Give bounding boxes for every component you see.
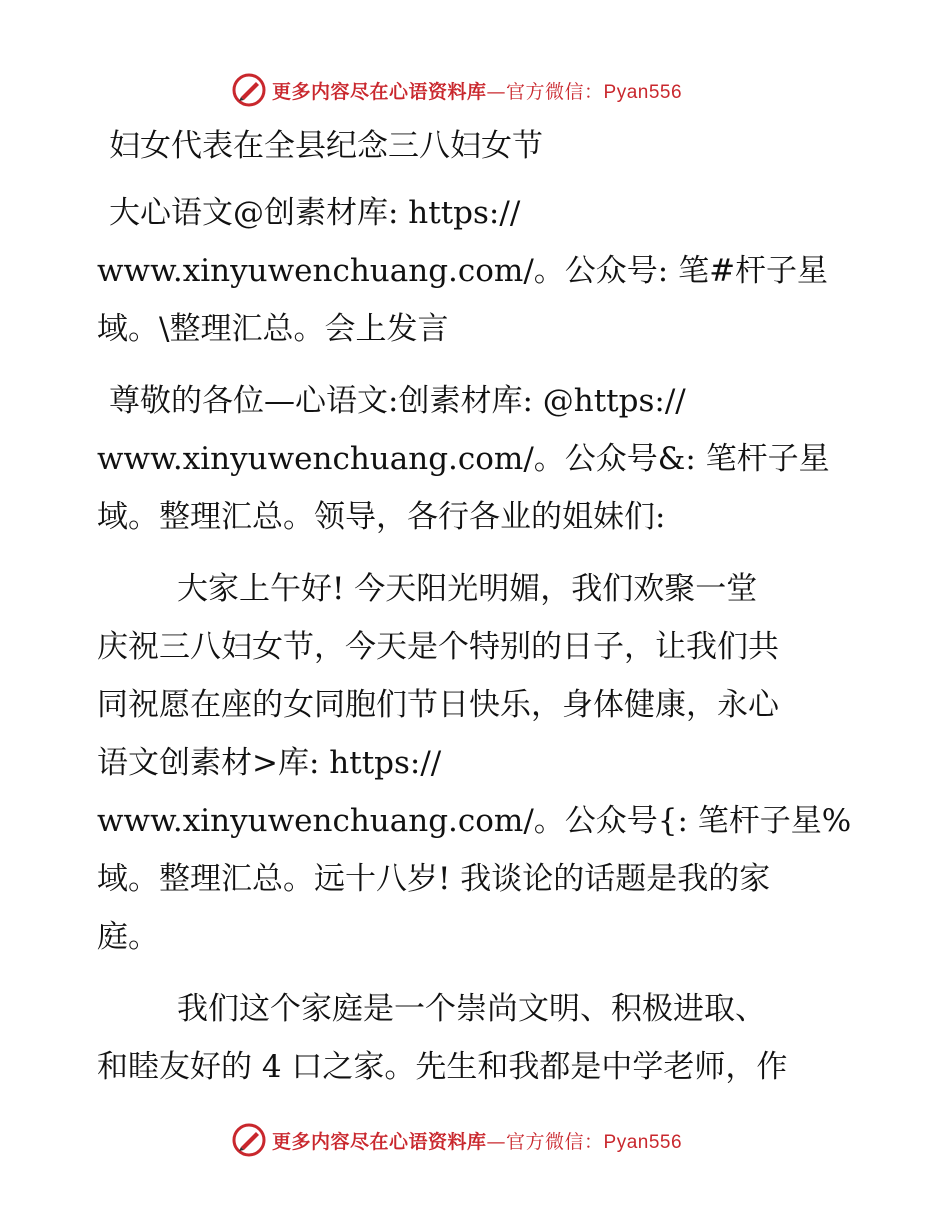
- banner-slogan: 更多内容尽在心语资料库: [272, 1130, 487, 1153]
- banner-handle: Pyan556: [603, 1131, 683, 1153]
- paragraph-2: [97, 372, 857, 546]
- paragraph-line: 域。\整理汇总。会上发言: [97, 311, 449, 347]
- banner-wechat-label: 官方微信：: [506, 80, 604, 103]
- paragraph-line: 庆祝三八妇女节，今天是个特别的日子，让我们共: [97, 629, 779, 665]
- paragraph-line: 我们这个家庭是一个崇尚文明、积极进取、: [177, 991, 766, 1027]
- paragraph-line: www.xinyuwenchuang.com/。公众号&: 笔杆子星: [97, 441, 830, 477]
- paragraph-line: 大心语文@创素材库: https://: [109, 195, 521, 231]
- paragraph-3: [97, 560, 857, 966]
- brand-logo-icon: [232, 73, 266, 107]
- paragraph-line: 庭。: [97, 919, 159, 955]
- paragraph-4: [97, 980, 857, 1096]
- banner-slogan: 更多内容尽在心语资料库: [272, 80, 487, 103]
- header-banner: [232, 72, 732, 108]
- brand-logo-icon: [232, 1123, 266, 1157]
- paragraph-line: 域。整理汇总。远十八岁! 我谈论的话题是我的家: [97, 861, 771, 897]
- banner-dash: —: [486, 1130, 507, 1153]
- paragraph-1: [97, 184, 857, 358]
- banner-dash: —: [486, 80, 507, 103]
- paragraph-line: 尊敬的各位—心语文:创素材库: @https://: [109, 383, 686, 419]
- footer-banner: [232, 1122, 732, 1158]
- banner-wechat-label: 官方微信：: [506, 1130, 604, 1153]
- paragraph-line: www.xinyuwenchuang.com/。公众号: 笔#杆子星: [97, 253, 829, 289]
- paragraph-line: www.xinyuwenchuang.com/。公众号{: 笔杆子星%: [97, 803, 852, 839]
- paragraph-line: 大家上午好! 今天阳光明媚，我们欢聚一堂: [177, 571, 758, 607]
- document-title: 妇女代表在全县纪念三八妇女节: [109, 128, 543, 164]
- paragraph-line: 域。整理汇总。领导，各行各业的姐妹们:: [97, 499, 666, 535]
- banner-text: [272, 77, 682, 104]
- banner-handle: Pyan556: [603, 81, 683, 103]
- paragraph-line: 同祝愿在座的女同胞们节日快乐，身体健康，永心: [97, 687, 779, 723]
- document-body: [97, 122, 857, 1096]
- paragraph-line: 和睦友好的 4 口之家。先生和我都是中学老师，作: [97, 1049, 788, 1085]
- paragraph-line: 语文创素材>库: https://: [97, 745, 442, 781]
- banner-text: [272, 1127, 682, 1154]
